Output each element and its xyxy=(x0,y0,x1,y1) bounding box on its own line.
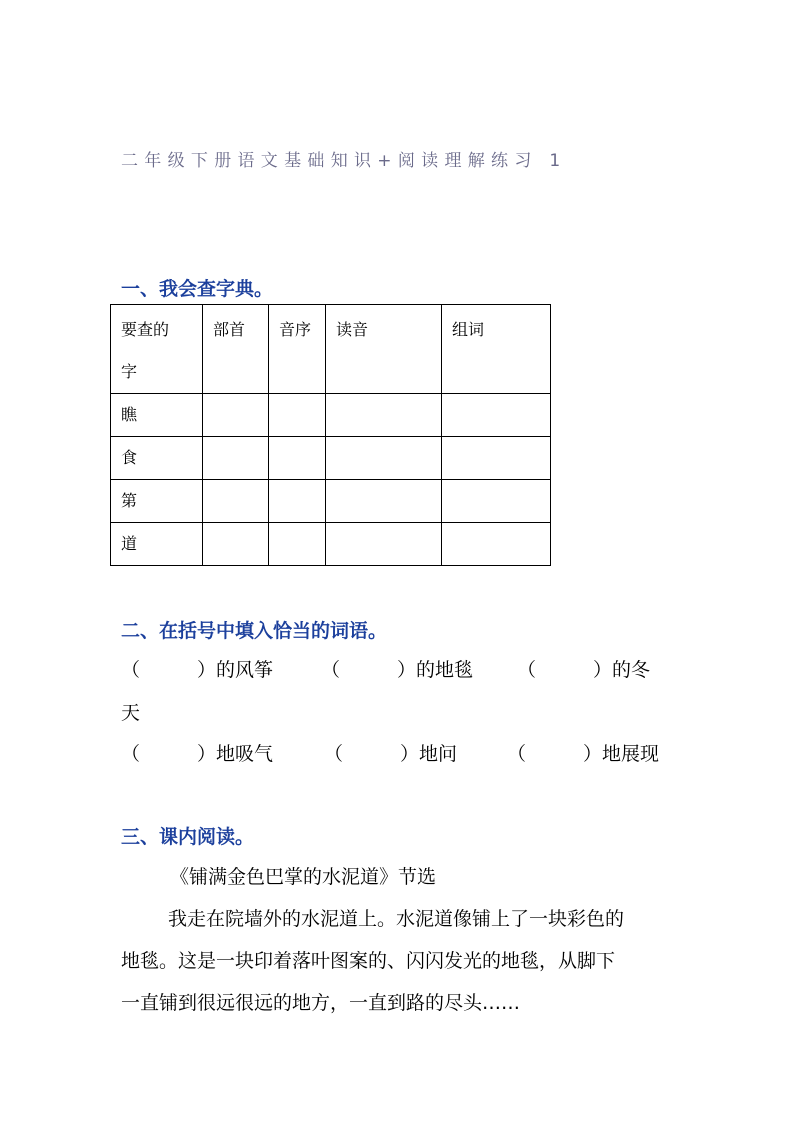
fill-blank-item[interactable]: （ ）地吸气 xyxy=(121,743,274,765)
paragraph-line: 我走在院墙外的水泥道上。水泥道像铺上了一块彩色的 xyxy=(168,908,625,930)
character-cell: 瞧 xyxy=(111,394,203,437)
fill-blank-item[interactable]: （ ）的地毯 xyxy=(321,659,474,681)
word-answer-cell[interactable] xyxy=(442,480,551,523)
table-row xyxy=(111,523,551,566)
header-cell-radical: 部首 xyxy=(203,305,269,394)
header-character-line2: 字 xyxy=(121,362,138,381)
fill-blank-item[interactable]: （ ）地展现 xyxy=(507,743,660,765)
excerpt-title: 《铺满金色巴掌的水泥道》节选 xyxy=(170,866,437,888)
worksheet-title: 二年级下册语文基础知识+阅读理解练习 1 xyxy=(121,151,567,171)
index-letter-answer-cell[interactable] xyxy=(269,394,326,437)
section1-heading: 一、我会查字典。 xyxy=(121,278,274,300)
pronunciation-answer-cell[interactable] xyxy=(326,480,442,523)
header-cell-index-letter: 音序 xyxy=(269,305,326,394)
word-answer-cell[interactable] xyxy=(442,437,551,480)
fill-blank-wrap-text: 天 xyxy=(121,702,141,724)
index-letter-answer-cell[interactable] xyxy=(269,437,326,480)
character-cell: 道 xyxy=(111,523,203,566)
fill-blank-item[interactable]: （ ）的冬 xyxy=(517,659,651,681)
fill-blank-item[interactable]: （ ）地问 xyxy=(324,743,458,765)
paragraph-line: 一直铺到很远很远的地方，一直到路的尽头…… xyxy=(121,992,521,1014)
radical-answer-cell[interactable] xyxy=(203,437,269,480)
index-letter-answer-cell[interactable] xyxy=(269,523,326,566)
table-row xyxy=(111,480,551,523)
fill-blank-item[interactable]: （ ）的风筝 xyxy=(121,659,274,681)
radical-answer-cell[interactable] xyxy=(203,523,269,566)
fill-blank-row-2 xyxy=(121,739,681,769)
radical-answer-cell[interactable] xyxy=(203,394,269,437)
pronunciation-answer-cell[interactable] xyxy=(326,523,442,566)
dictionary-table xyxy=(110,304,551,566)
header-cell-character xyxy=(111,305,203,394)
table-header-row xyxy=(111,305,551,394)
header-character-line1: 要查的 xyxy=(121,320,170,339)
header-cell-word: 组词 xyxy=(442,305,551,394)
pronunciation-answer-cell[interactable] xyxy=(326,394,442,437)
word-answer-cell[interactable] xyxy=(442,523,551,566)
index-letter-answer-cell[interactable] xyxy=(269,480,326,523)
section2-heading: 二、在括号中填入恰当的词语。 xyxy=(121,620,388,642)
table-row xyxy=(111,437,551,480)
fill-blank-row-1 xyxy=(121,655,681,685)
character-cell: 食 xyxy=(111,437,203,480)
paragraph-line: 地毯。这是一块印着落叶图案的、闪闪发光的地毯，从脚下 xyxy=(121,950,616,972)
character-cell: 第 xyxy=(111,480,203,523)
pronunciation-answer-cell[interactable] xyxy=(326,437,442,480)
radical-answer-cell[interactable] xyxy=(203,480,269,523)
word-answer-cell[interactable] xyxy=(442,394,551,437)
table-row xyxy=(111,394,551,437)
section3-heading: 三、课内阅读。 xyxy=(121,826,255,848)
header-cell-pronunciation: 读音 xyxy=(326,305,442,394)
